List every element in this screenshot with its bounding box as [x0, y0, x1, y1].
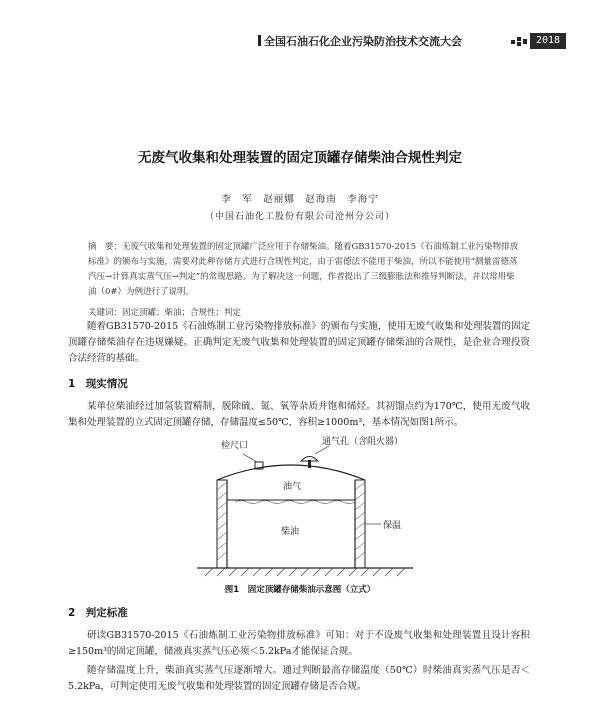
section-1-paragraph: 某单位柴油经过加氢装置精制，脱除硫、氮、氧等杂质并饱和烯烃。其初馏点约为170℃，使用无废气收集和处理装置的立式固定顶罐存储，存储温度≤50℃，容积≥1000m³，基本情况如图1所示。 — [68, 401, 530, 428]
label-gauge-port: 检尺口 — [221, 441, 249, 451]
conference-name: 全国石油石化企业污染防治技术交流大会 — [264, 35, 462, 48]
foundation-hatch — [205, 568, 405, 576]
section-2-paragraph-2: 随存储温度上升，柴油真实蒸气压逐渐增大。通过判断最高存储温度（50℃）时柴油真实蒸气压是否＜5.2kPa，可判定使用无废气收集和处理装置的固定顶罐存储是否合规。 — [68, 665, 530, 692]
conference-header — [258, 33, 462, 49]
insulation-hatch — [217, 482, 365, 560]
section-2-paragraph-1: 研读GB31570-2015《石油炼制工业污染物排放标准》可知：对于不设废气收集和处理装置且设计容积≥150m³的固定顶罐，储液真实蒸气压必须＜5.2kPa才能保证合规。 — [68, 630, 530, 657]
tank-roof — [217, 465, 365, 480]
paper-keywords: 关键词：固定顶罐；柴油；合规性；判定 — [88, 308, 242, 318]
conference-year: 2018 — [530, 33, 566, 49]
section-2-heading: 2 判定标准 — [68, 607, 128, 619]
paper-abstract: 摘 要：无废气收集和处理装置的固定顶罐广泛应用于存储柴油。随着GB31570-2015《石油炼制工业污染物排放标准》的颁布与实施，需要对此种存储方式进行合规性判定，由于雷德法不能用于柴油，所以不能使用“测量雷德蒸汽压→计算真实蒸气压→判定”的常规思路。为了解决这一问题，作者提出了三级膨胀法和推导判断法，并以常用柴油（0#）为例进行了说明。 — [88, 242, 519, 297]
label-insulation: 保温 — [383, 521, 402, 531]
figure-caption: 图1 固定顶罐存储柴油示意图（立式） — [224, 585, 376, 595]
paper-affiliation: （中国石油化工股份有限公司沧州分公司） — [204, 212, 395, 222]
paper-title: 无废气收集和处理装置的固定顶罐存储柴油合规性判定 — [138, 150, 462, 166]
intro-paragraph: 随着GB31570-2015《石油炼制工业污染物排放标准》的颁布与实施，使用无废气收集和处理装置的固定顶罐存储柴油存在违规嫌疑。正确判定无废气收集和处理装置的固定顶罐存储柴油的合规性，是企业合理投资合法经营的基础。 — [68, 321, 530, 364]
label-vent: 通气孔（含阻火器） — [322, 437, 404, 447]
tank-diagram — [195, 432, 415, 582]
paper-authors: 李 军 赵丽娜 赵海南 李海宁 — [221, 194, 379, 205]
label-diesel: 柴油 — [281, 527, 300, 537]
label-gas: 油气 — [283, 482, 302, 492]
header-bar-icon — [258, 35, 261, 46]
section-1-heading: 1 现实情况 — [68, 378, 128, 390]
header-decoration-icon — [511, 36, 527, 46]
